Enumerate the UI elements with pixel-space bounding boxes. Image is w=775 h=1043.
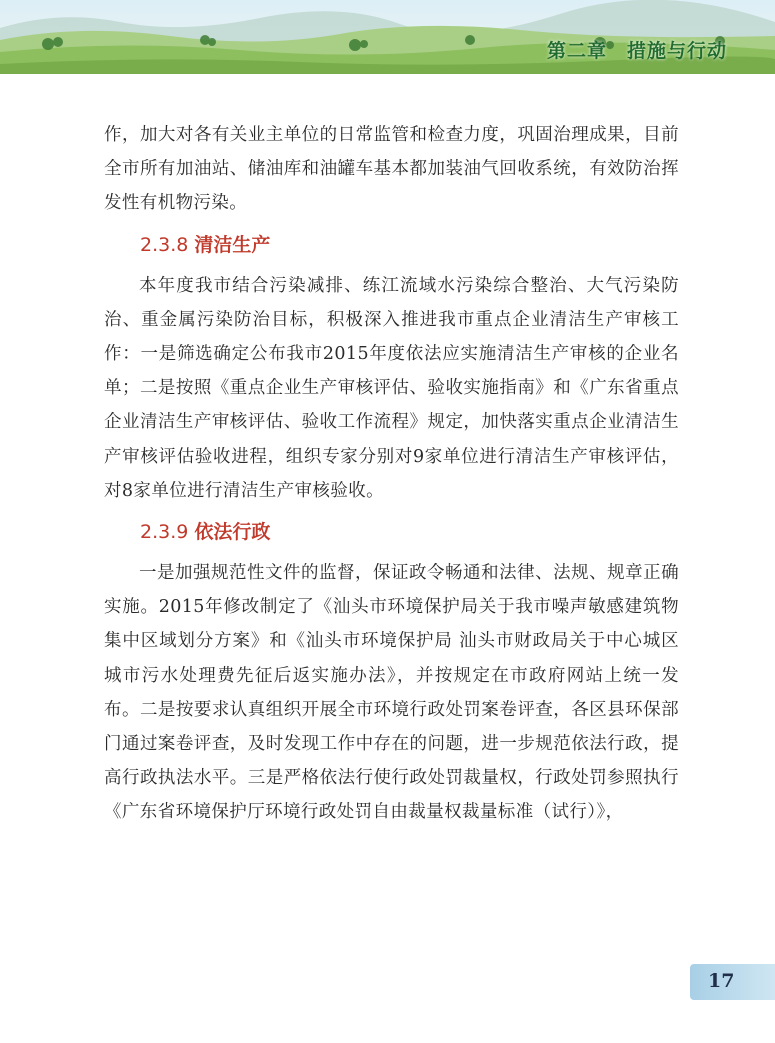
page-body bbox=[104, 118, 679, 830]
page-number-tab bbox=[690, 964, 775, 1000]
header-banner bbox=[0, 0, 775, 74]
section-number: 2.3.9 bbox=[140, 521, 189, 544]
section-title: 清洁生产 bbox=[194, 233, 271, 256]
paragraph-continuation: 作，加大对各有关业主单位的日常监管和检查力度，巩固治理成果，目前全市所有加油站、储油库和油罐车基本都加装油气回收系统，有效防治挥发性有机物污染。 bbox=[104, 125, 679, 214]
chapter-title: 第二章 措施与行动 bbox=[546, 40, 727, 62]
paragraph-clean-production: 本年度我市结合污染减排、练江流域水污染综合整治、大气污染防治、重金属污染防治目标，积极深入推进我市重点企业清洁生产审核工作：一是筛选确定公布我市2015年度依法应实施清洁生产审核的企业名单；二是按照《重点企业生产审核评估、验收实施指南》和《广东省重点企业清洁生产审核评估、验收工作流程》规定，加快落实重点企业清洁生产审核评估验收进程，组织专家分别对9家单位进行清洁生产审核评估，对8家单位进行清洁生产审核验收。 bbox=[104, 275, 679, 501]
section-title: 依法行政 bbox=[194, 521, 271, 544]
section-heading-2-3-8 bbox=[104, 221, 679, 269]
section-number: 2.3.8 bbox=[140, 233, 189, 256]
page-number: 17 bbox=[708, 970, 735, 992]
section-heading-2-3-9 bbox=[104, 508, 679, 556]
paragraph-lawful-administration: 一是加强规范性文件的监督，保证政令畅通和法律、法规、规章正确实施。2015年修改制定了《汕头市环境保护局关于我市噪声敏感建筑物集中区域划分方案》和《汕头市环境保护局 汕头市财政局关于中心城区城市污水处理费先征后返实施办法》，并按规定在市政府网站上统一发布。二是按要求认真组织开展全市环境行政处罚案卷评查，各区县环保部门通过案卷评查，及时发现工作中存在的问题，进一步规范依法行政，提高行政执法水平。三是严格依法行使行政处罚裁量权，行政处罚参照执行《广东省环境保护厅环境行政处罚自由裁量权裁量标准（试行）》， bbox=[104, 563, 679, 823]
